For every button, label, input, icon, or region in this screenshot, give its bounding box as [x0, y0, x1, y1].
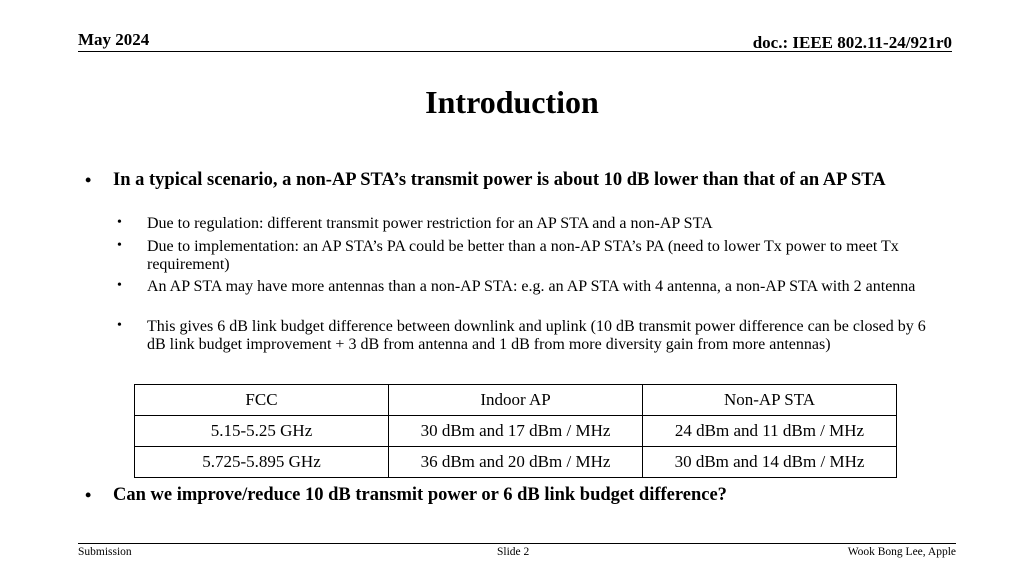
table-row	[135, 447, 897, 478]
footer-submission: Submission	[78, 546, 132, 558]
bullet-main-2: Can we improve/reduce 10 dB transmit power or 6 dB link budget difference?	[113, 485, 727, 505]
table-cell: 30 dBm and 17 dBm / MHz	[389, 416, 643, 447]
table-header-cell: Non-AP STA	[643, 385, 897, 416]
sub-bullet-1: Due to regulation: different transmit power restriction for an AP STA and a non-AP STA	[147, 215, 713, 232]
sub-bullet-marker: •	[117, 278, 122, 293]
slide-title: Introduction	[425, 84, 599, 120]
bullet-marker: •	[85, 170, 92, 190]
table-cell: 5.725-5.895 GHz	[135, 447, 389, 478]
header-date: May 2024	[78, 30, 150, 49]
table-header-cell: FCC	[135, 385, 389, 416]
footer-author: Wook Bong Lee, Apple	[847, 546, 956, 558]
header-doc-id: doc.: IEEE 802.11-24/921r0	[752, 33, 952, 52]
sub-bullet-marker: •	[117, 318, 122, 333]
sub-bullet-2: Due to implementation: an AP STA’s PA could be better than a non-AP STA’s PA (need to lower Tx power to meet Tx requirement)	[147, 238, 899, 273]
header-divider	[78, 51, 952, 52]
table-cell: 5.15-5.25 GHz	[135, 416, 389, 447]
table-row	[135, 416, 897, 447]
table-cell: 24 dBm and 11 dBm / MHz	[643, 416, 897, 447]
sub-bullet-marker: •	[117, 238, 122, 253]
table-cell: 36 dBm and 20 dBm / MHz	[389, 447, 643, 478]
power-limits-table	[134, 384, 897, 478]
sub-bullet-marker: •	[117, 215, 122, 230]
bullet-main-1: In a typical scenario, a non-AP STA’s transmit power is about 10 dB lower than that of an AP STA	[113, 170, 886, 190]
table-cell: 30 dBm and 14 dBm / MHz	[643, 447, 897, 478]
table-header-cell: Indoor AP	[389, 385, 643, 416]
footer-divider	[78, 543, 956, 544]
sub-bullet-3: An AP STA may have more antennas than a non-AP STA: e.g. an AP STA with 4 antenna, a non-AP STA with 2 antenna	[147, 278, 916, 295]
sub-bullet-4: This gives 6 dB link budget difference between downlink and uplink (10 dB transmit power difference can be closed by 6 dB link budget improvement + 3 dB from antenna and 1 dB from more diversity gain from more antennas)	[147, 318, 926, 353]
footer-slide-number: Slide 2	[497, 546, 530, 558]
bullet-marker: •	[85, 485, 92, 505]
table-header-row	[135, 385, 897, 416]
